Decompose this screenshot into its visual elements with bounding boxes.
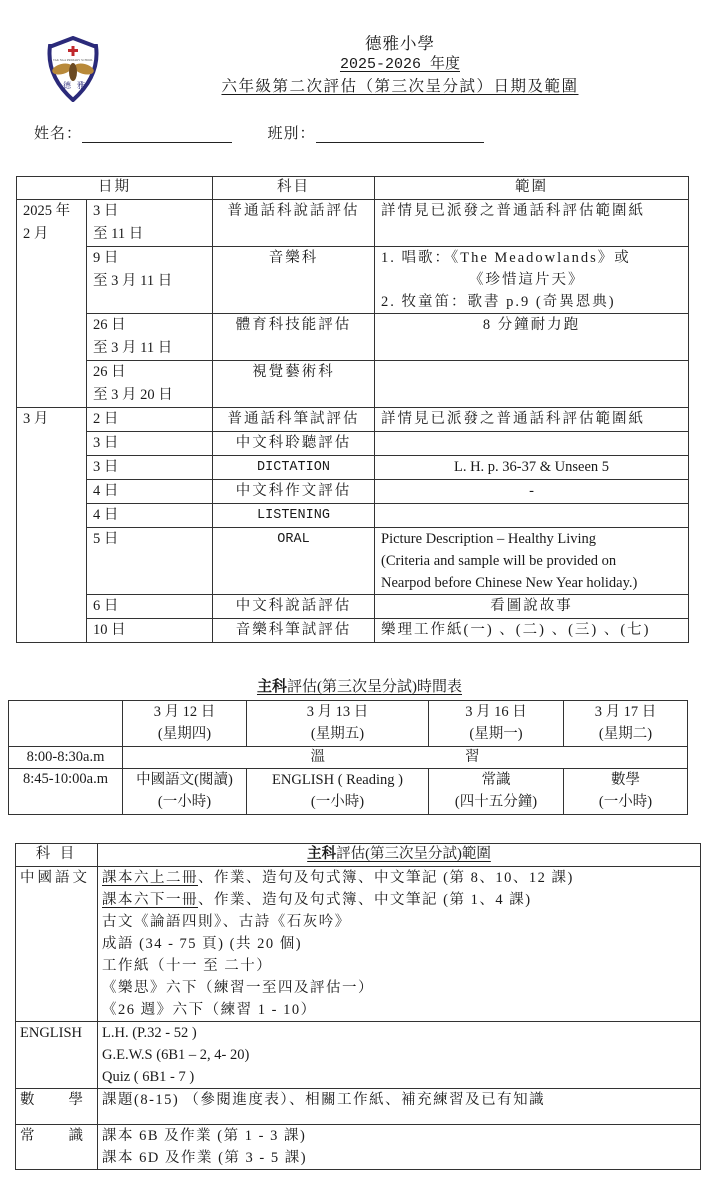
day-header bbox=[247, 701, 429, 747]
scope-item-text: Quiz ( 6B1 - 7 ) bbox=[102, 1069, 195, 1085]
scope-subject-cell bbox=[16, 1022, 98, 1089]
svg-text:德: 德 bbox=[63, 81, 71, 90]
scope-item-text: 工作紙（十一 至 二十） bbox=[102, 958, 273, 974]
date-cell bbox=[87, 361, 213, 408]
scope-item-text: 《樂思》六下（練習一至四及評估一） bbox=[102, 980, 374, 996]
scope-line: - bbox=[529, 483, 534, 499]
scope-header-subject: 科 目 bbox=[16, 844, 98, 867]
scope-item-text: 課題(8-15) （參閱進度表）、相關工作紙、補充練習及已有知識 bbox=[102, 1092, 546, 1108]
scope-line: 詳情見已派發之普通話科評估範圍紙 bbox=[381, 411, 645, 427]
day-weekday: (星期四) bbox=[157, 726, 212, 742]
date-cell bbox=[87, 528, 213, 595]
exam-scope-table bbox=[15, 843, 701, 1170]
student-info-bar bbox=[34, 122, 484, 143]
exam-cell bbox=[247, 769, 429, 815]
date-start: 9 日 bbox=[93, 250, 119, 266]
exam-subject: 中國語文(閱讀) bbox=[136, 772, 233, 788]
month-cell: 3 月 bbox=[17, 408, 87, 643]
revision-char: 溫 bbox=[310, 749, 325, 765]
scope-line: 樂理工作紙(一) 、(二) 、(三) 、(七) bbox=[381, 622, 651, 638]
exam-cell bbox=[564, 769, 688, 815]
scope-line: 《珍惜這片天》 bbox=[469, 272, 585, 288]
scope-line: Nearpod before Chinese New Year holiday.) bbox=[381, 575, 638, 591]
scope-item-text: 、作業、造句及句式簿、中文筆記 (第 1、4 課) bbox=[198, 892, 532, 908]
scope-row bbox=[16, 1089, 701, 1125]
scope-item bbox=[102, 1125, 696, 1147]
date-cell bbox=[87, 504, 213, 528]
schedule-row bbox=[17, 361, 689, 408]
date-start: 3 日 bbox=[93, 435, 119, 451]
scope-item bbox=[102, 1044, 696, 1066]
scope-item-text: 古文《論語四則》、古詩《石灰吟》 bbox=[102, 914, 351, 930]
revision-char: 習 bbox=[465, 749, 480, 765]
exam-duration: (四十五分鐘) bbox=[454, 794, 538, 810]
subject-cell: 音樂科 bbox=[213, 247, 375, 314]
subject-cell: ORAL bbox=[213, 528, 375, 595]
scope-subject-cell bbox=[16, 1125, 98, 1170]
scope-cell bbox=[375, 504, 689, 528]
scope-subject-cell bbox=[16, 867, 98, 1022]
date-start: 5 日 bbox=[93, 531, 119, 547]
timetable-title-rest: 評估(第三次呈分試)時間表 bbox=[287, 679, 462, 695]
schedule-row bbox=[17, 408, 689, 432]
scope-header-bold: 主科 bbox=[307, 846, 337, 862]
scope-item-underlined: 課本六上二冊 bbox=[102, 870, 198, 886]
exam-row bbox=[9, 769, 688, 815]
exam-subject: 常識 bbox=[481, 772, 511, 788]
subject-cell: 音樂科筆試評估 bbox=[213, 619, 375, 643]
day-date: 3 月 13 日 bbox=[306, 704, 369, 720]
scope-cell bbox=[375, 595, 689, 619]
scope-row bbox=[16, 867, 701, 1022]
scope-cell bbox=[375, 200, 689, 247]
scope-cell bbox=[375, 314, 689, 361]
exam-subject: 數學 bbox=[611, 772, 640, 788]
name-label: 姓名： bbox=[34, 126, 83, 142]
class-field[interactable] bbox=[316, 126, 484, 143]
corner-cell bbox=[9, 701, 123, 747]
scope-line: 看圖說故事 bbox=[490, 598, 573, 614]
scope-item-text: 課本 6B 及作業 (第 1 - 3 課) bbox=[102, 1128, 307, 1144]
revision-cell bbox=[123, 747, 688, 769]
schedule-row bbox=[17, 504, 689, 528]
scope-line: Picture Description – Healthy Living bbox=[381, 531, 597, 547]
scope-item-text: 《26 週》六下（練習 1 - 10） bbox=[102, 1002, 317, 1018]
date-end: 至 3 月 11 日 bbox=[93, 273, 173, 289]
day-date: 3 月 12 日 bbox=[153, 704, 216, 720]
header-scope: 範圍 bbox=[375, 177, 689, 200]
scope-item-text: 課本 6D 及作業 (第 3 - 5 課) bbox=[102, 1150, 308, 1166]
scope-cell bbox=[375, 247, 689, 314]
subject-cell: 中文科聆聽評估 bbox=[213, 432, 375, 456]
date-cell bbox=[87, 595, 213, 619]
schedule-row bbox=[17, 456, 689, 480]
date-start: 4 日 bbox=[93, 483, 119, 499]
date-start: 2 日 bbox=[93, 411, 119, 427]
subject-cell: 普通話科說話評估 bbox=[213, 200, 375, 247]
scope-subject-cell bbox=[16, 1089, 98, 1125]
timetable-header-row bbox=[9, 701, 688, 747]
scope-item bbox=[102, 1022, 696, 1044]
subject-cell: 中文科說話評估 bbox=[213, 595, 375, 619]
scope-item bbox=[102, 977, 696, 999]
date-cell bbox=[87, 432, 213, 456]
scope-content-cell bbox=[98, 867, 701, 1022]
exam-cell bbox=[429, 769, 564, 815]
scope-item bbox=[102, 999, 696, 1021]
scope-content-cell bbox=[98, 1089, 701, 1125]
date-cell bbox=[87, 408, 213, 432]
scope-item-text: 成語 (34 - 75 頁) (共 20 個) bbox=[102, 936, 303, 952]
timetable-title-bold: 主科 bbox=[256, 679, 287, 695]
scope-subject-char: 常 bbox=[20, 1128, 35, 1144]
date-start: 26 日 bbox=[93, 317, 126, 333]
document-title: 六年級第二次評估（第三次呈分試）日期及範圍 bbox=[221, 78, 579, 95]
name-field[interactable] bbox=[82, 126, 232, 143]
scope-item-text: G.E.W.S (6B1 – 2, 4- 20) bbox=[102, 1047, 250, 1063]
svg-text:TAK NGA PRIMARY SCHOOL: TAK NGA PRIMARY SCHOOL bbox=[53, 58, 93, 62]
revision-text bbox=[125, 747, 685, 767]
scope-subject bbox=[20, 1089, 93, 1111]
timetable-title bbox=[0, 675, 719, 696]
scope-cell bbox=[375, 528, 689, 595]
scope-line: (Criteria and sample will be provided on bbox=[381, 553, 617, 569]
date-end: 至 11 日 bbox=[93, 226, 144, 242]
header-date: 日期 bbox=[17, 177, 213, 200]
assessment-schedule-table bbox=[16, 176, 689, 643]
scope-cell bbox=[375, 480, 689, 504]
scope-item-text: L.H. (P.32 - 52 ) bbox=[102, 1025, 197, 1041]
scope-line: 詳情見已派發之普通話科評估範圍紙 bbox=[381, 203, 645, 219]
exam-duration: (一小時) bbox=[598, 794, 653, 810]
day-weekday: (星期五) bbox=[310, 726, 365, 742]
schedule-row bbox=[17, 619, 689, 643]
date-start: 6 日 bbox=[93, 598, 119, 614]
month-cell: 2025 年 2 月 bbox=[17, 200, 87, 408]
date-start: 3 日 bbox=[93, 203, 119, 219]
date-cell bbox=[87, 314, 213, 361]
scope-item bbox=[102, 1147, 696, 1169]
header-subject: 科目 bbox=[213, 177, 375, 200]
schedule-row bbox=[17, 528, 689, 595]
scope-item bbox=[102, 1089, 696, 1111]
date-end: 至 3 月 20 日 bbox=[93, 387, 173, 403]
time-cell: 8:00-8:30a.m bbox=[9, 747, 123, 769]
date-cell bbox=[87, 480, 213, 504]
scope-line: 8 分鐘耐力跑 bbox=[482, 317, 581, 333]
schedule-row bbox=[17, 480, 689, 504]
scope-cell bbox=[375, 361, 689, 408]
schedule-row bbox=[17, 595, 689, 619]
revision-row bbox=[9, 747, 688, 769]
day-date: 3 月 17 日 bbox=[594, 704, 657, 720]
exam-cell bbox=[123, 769, 247, 815]
scope-line: 2. 牧童笛：歌書 p.9 (奇異恩典) bbox=[381, 294, 616, 310]
time-cell: 8:45-10:00a.m bbox=[9, 769, 123, 815]
scope-subject-char: 識 bbox=[68, 1128, 83, 1144]
subject-cell: DICTATION bbox=[213, 456, 375, 480]
schedule-row bbox=[17, 200, 689, 247]
scope-item bbox=[102, 1066, 696, 1088]
scope-row bbox=[16, 1125, 701, 1170]
scope-item bbox=[102, 867, 696, 889]
subject-cell: 普通話科筆試評估 bbox=[213, 408, 375, 432]
date-cell bbox=[87, 200, 213, 247]
day-header bbox=[429, 701, 564, 747]
subject-cell: LISTENING bbox=[213, 504, 375, 528]
school-crest-logo bbox=[44, 36, 102, 102]
date-start: 26 日 bbox=[93, 364, 126, 380]
scope-cell bbox=[375, 432, 689, 456]
date-cell bbox=[87, 619, 213, 643]
scope-subject-char: 學 bbox=[68, 1092, 83, 1108]
scope-line: 1. 唱歌：《The Meadowlands》或 bbox=[381, 250, 631, 266]
scope-item bbox=[102, 911, 696, 933]
scope-content-cell bbox=[98, 1022, 701, 1089]
subject-cell: 中文科作文評估 bbox=[213, 480, 375, 504]
scope-item-text: 、作業、造句及句式簿、中文筆記 (第 8、10、12 課) bbox=[198, 870, 574, 886]
date-start: 10 日 bbox=[93, 622, 126, 638]
schedule-row bbox=[17, 247, 689, 314]
school-name: 德雅小學 bbox=[365, 34, 435, 53]
scope-cell bbox=[375, 619, 689, 643]
class-label: 班別： bbox=[267, 126, 316, 142]
scope-subject-char: 數 bbox=[20, 1092, 35, 1108]
day-date: 3 月 16 日 bbox=[465, 704, 527, 720]
schedule-row bbox=[17, 432, 689, 456]
date-start: 3 日 bbox=[93, 459, 119, 475]
scope-header-rest: 評估(第三次呈分試)範圍 bbox=[336, 846, 491, 862]
scope-content-cell bbox=[98, 1125, 701, 1170]
scope-item bbox=[102, 933, 696, 955]
scope-item bbox=[102, 955, 696, 977]
scope-subject: ENGLISH bbox=[20, 1025, 83, 1041]
scope-subject bbox=[20, 1125, 93, 1147]
date-end: 至 3 月 11 日 bbox=[93, 340, 173, 356]
subject-cell: 體育科技能評估 bbox=[213, 314, 375, 361]
scope-subject: 中國語文 bbox=[20, 870, 90, 886]
scope-line: L. H. p. 36-37 & Unseen 5 bbox=[453, 459, 610, 475]
date-cell bbox=[87, 456, 213, 480]
scope-item-underlined: 課本六下一冊 bbox=[102, 892, 198, 908]
scope-row bbox=[16, 1022, 701, 1089]
svg-text:雅: 雅 bbox=[77, 81, 85, 90]
exam-timetable bbox=[8, 700, 688, 815]
scope-cell bbox=[375, 456, 689, 480]
date-start: 4 日 bbox=[93, 507, 119, 523]
exam-duration: (一小時) bbox=[157, 794, 212, 810]
subject-cell: 視覺藝術科 bbox=[213, 361, 375, 408]
day-header bbox=[564, 701, 688, 747]
scope-cell bbox=[375, 408, 689, 432]
date-cell bbox=[87, 247, 213, 314]
scope-item bbox=[102, 889, 696, 911]
school-year: 2025-2026 年度 bbox=[339, 56, 460, 73]
schedule-row bbox=[17, 314, 689, 361]
exam-subject: ENGLISH ( Reading ) bbox=[272, 772, 403, 788]
day-weekday: (星期一) bbox=[469, 726, 523, 742]
exam-duration: (一小時) bbox=[310, 794, 365, 810]
day-weekday: (星期二) bbox=[598, 726, 653, 742]
day-header bbox=[123, 701, 247, 747]
